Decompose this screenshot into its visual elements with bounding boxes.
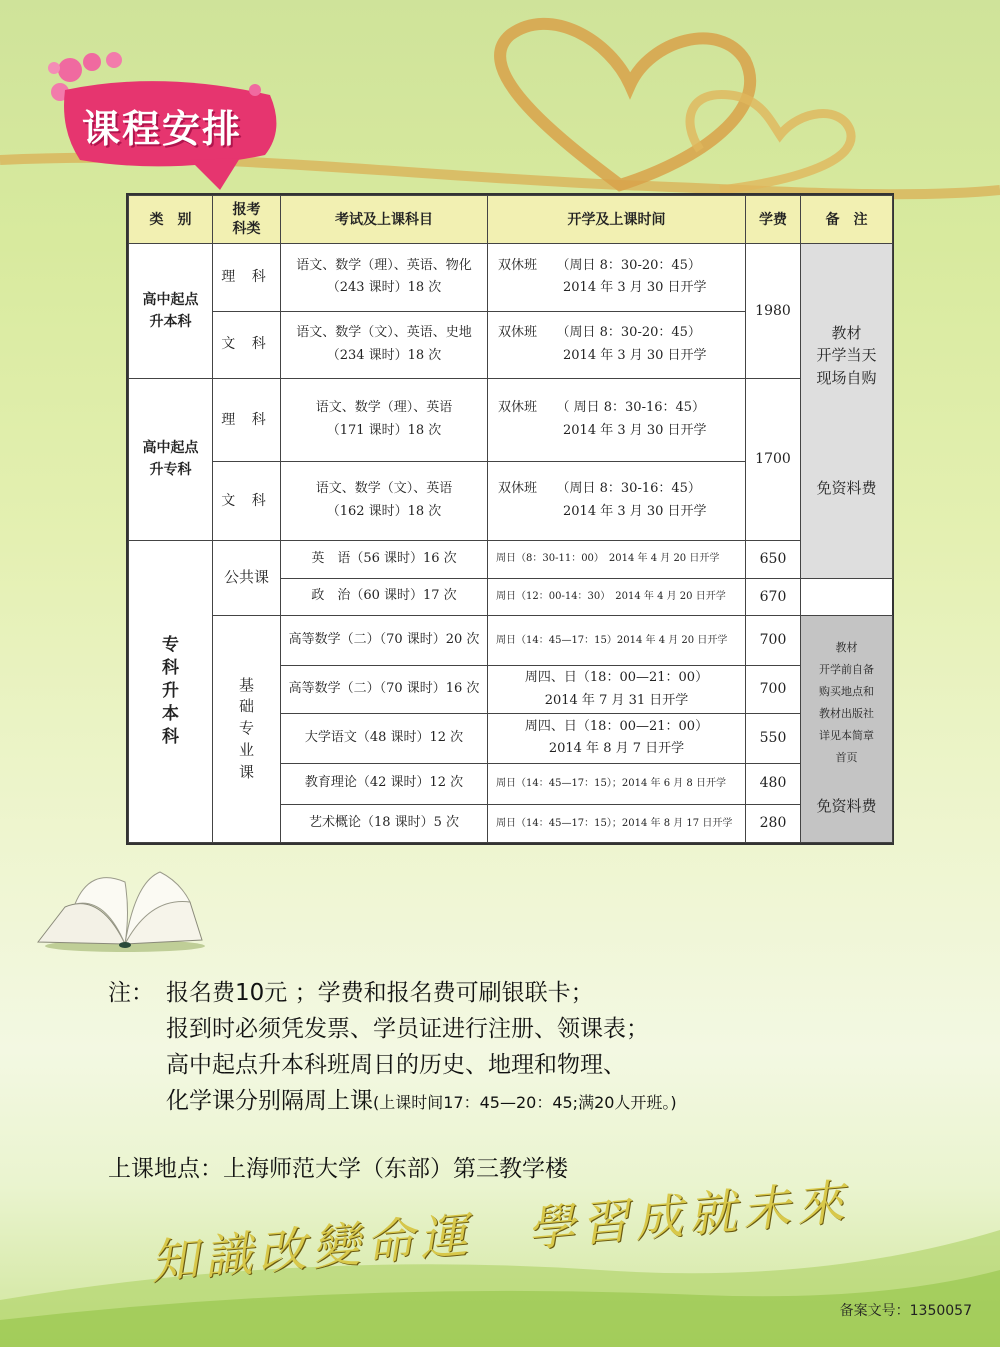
note-line-3: 高中起点升本科班周日的历史、地理和物理、: [166, 1052, 626, 1078]
subjects-cell: 语文、数学（理）、英语、物化 （243 课时）18 次: [281, 244, 488, 311]
schedule-cell: 周日（14：45—17：15）；2014 年 8 月 17 日开学: [488, 804, 746, 842]
header-exam-type: 报考 科类: [213, 196, 281, 244]
note-line: 教材: [831, 323, 862, 342]
course-schedule-table: [126, 193, 894, 845]
note-line: 免资料费: [816, 479, 877, 498]
note-line-4: [108, 1083, 677, 1121]
note-line-2: 报到时必须凭发票、学员证进行注册、领课表；: [166, 1016, 649, 1042]
subjects-cell: 英 语（56 课时）16 次: [281, 540, 488, 578]
type-cell: 基 础 专 业 课: [213, 615, 281, 842]
category-cell: 专 科 升 本 科: [129, 540, 213, 842]
subjects-cell: 语文、数学（文）、英语 （162 课时）18 次: [281, 462, 488, 540]
subjects-cell: 高等数学（二）（70 课时）16 次: [281, 666, 488, 714]
header-notes: 备 注: [801, 196, 893, 244]
table-row: [129, 615, 893, 665]
subjects-cell: 语文、数学（理）、英语 （171 课时）18 次: [281, 378, 488, 461]
schedule-cell: 周日（14：45—17：15）；2014 年 6 月 8 日开学: [488, 763, 746, 804]
type-cell: 理 科: [213, 244, 281, 311]
open-book-icon: [30, 862, 205, 957]
record-number: 备案文号：1350057: [839, 1303, 972, 1319]
note-text: 化学课分别隔周上课: [166, 1088, 373, 1114]
note-line: 开学当天: [816, 346, 877, 365]
category-cell: 高中起点 升专科: [129, 378, 213, 540]
fee-cell: 550: [746, 714, 801, 763]
note-line: 现场自购: [816, 368, 877, 387]
notes-label: 注：: [108, 980, 154, 1006]
fee-cell: 1700: [746, 378, 801, 540]
note-text-small: (上课时间17：45—20：45;满20人开班。): [373, 1093, 677, 1112]
table-row: [129, 244, 893, 311]
note-line-1: [108, 975, 677, 1011]
note-cell-materials: [801, 244, 893, 579]
subjects-cell: 高等数学（二）（70 课时）20 次: [281, 615, 488, 665]
schedule-cell: 双休班 （周日 8：30-16：45） 2014 年 3 月 30 日开学: [488, 462, 746, 540]
page-title: 课程安排: [82, 107, 243, 151]
notes-section: [108, 975, 677, 1121]
schedule-cell: 周日（12：00-14：30） 2014 年 4 月 20 日开学: [488, 578, 746, 615]
slogan: 知識改變命運 學習成就未來: [148, 1173, 853, 1291]
schedule-cell: 双休班 （周日 8：30-20：45） 2014 年 3 月 30 日开学: [488, 311, 746, 378]
fee-cell: 670: [746, 578, 801, 615]
note-cell-self-prepare: [801, 615, 893, 842]
category-cell: 高中起点 升本科: [129, 244, 213, 379]
fee-cell: 650: [746, 540, 801, 578]
schedule-cell: 双休班 （ 周日 8：30-16：45） 2014 年 3 月 30 日开学: [488, 378, 746, 461]
subjects-cell: 艺术概论（18 课时）5 次: [281, 804, 488, 842]
note-text: 教材 开学前自备 购买地点和 教材出版社 详见本简章 首页: [819, 640, 874, 764]
schedule-cell: 周日（8：30-11：00） 2014 年 4 月 20 日开学: [488, 540, 746, 578]
fee-cell: 280: [746, 804, 801, 842]
header-fee: 学费: [746, 196, 801, 244]
subjects-cell: 教育理论（42 课时）12 次: [281, 763, 488, 804]
table-header-row: [129, 196, 893, 244]
schedule-cell: 周日（14：45—17：15）2014 年 4 月 20 日开学: [488, 615, 746, 665]
subjects-cell: 语文、数学（文）、英语、史地 （234 课时）18 次: [281, 311, 488, 378]
fee-cell: 700: [746, 666, 801, 714]
header-schedule: 开学及上课时间: [488, 196, 746, 244]
header-subjects: 考试及上课科目: [281, 196, 488, 244]
fee-cell: 1980: [746, 244, 801, 379]
type-cell: 文 科: [213, 462, 281, 540]
type-cell: 公共课: [213, 540, 281, 615]
class-location: 上课地点：上海师范大学（东部）第三教学楼: [108, 1156, 568, 1182]
note-free-materials: 免资料费: [816, 796, 877, 815]
type-cell: 文 科: [213, 311, 281, 378]
table-row: [129, 378, 893, 461]
schedule-cell: 周四、日（18：00—21：00） 2014 年 7 月 31 日开学: [488, 666, 746, 714]
subjects-cell: 大学语文（48 课时）12 次: [281, 714, 488, 763]
schedule-cell: 双休班 （周日 8：30-20：45） 2014 年 3 月 30 日开学: [488, 244, 746, 311]
fee-cell: 480: [746, 763, 801, 804]
fee-cell: 700: [746, 615, 801, 665]
subjects-cell: 政 治（60 课时）17 次: [281, 578, 488, 615]
schedule-cell: 周四、日（18：00—21：00） 2014 年 8 月 7 日开学: [488, 714, 746, 763]
note-text: 报名费10元 ；学费和报名费可刷银联卡；: [166, 980, 594, 1006]
table-row: [129, 540, 893, 578]
header-category: 类 别: [129, 196, 213, 244]
type-cell: 理 科: [213, 378, 281, 461]
